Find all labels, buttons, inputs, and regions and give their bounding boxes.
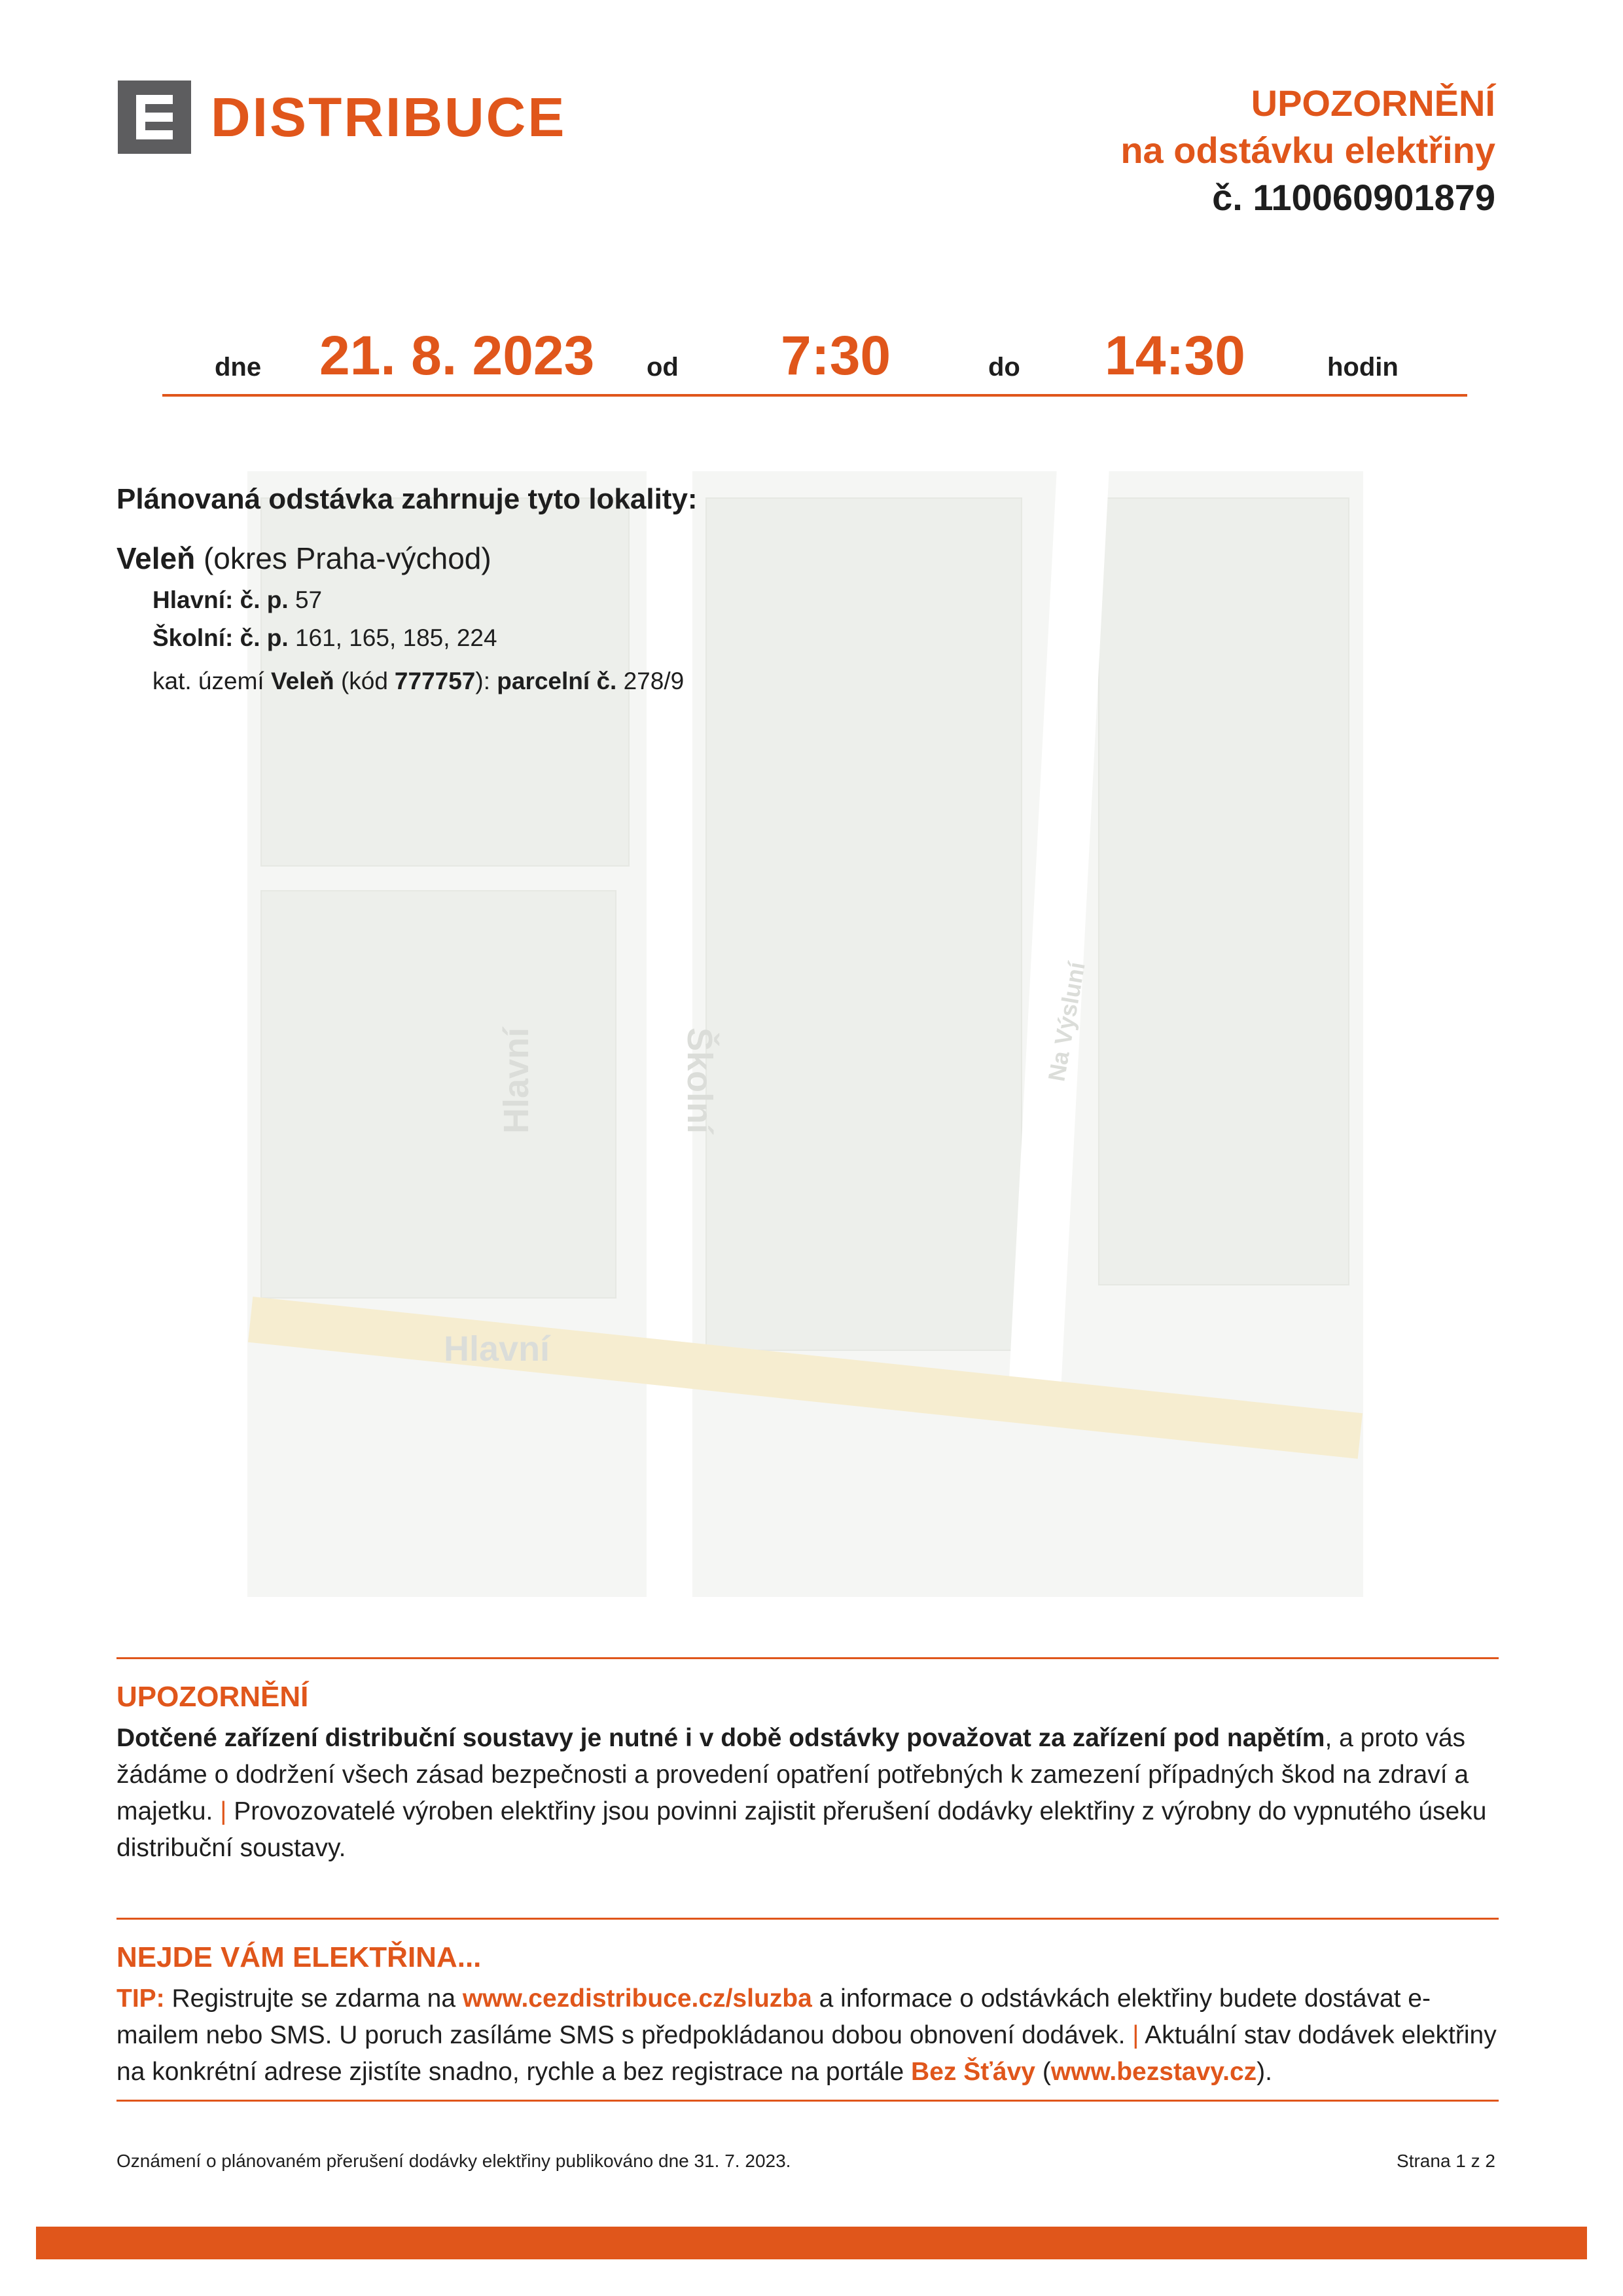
- parcel-label: parcelní č.: [497, 668, 617, 694]
- street-name: Školní:: [152, 624, 234, 651]
- logo-mark-icon: [118, 81, 191, 154]
- cadastre-name: Veleň: [270, 668, 334, 694]
- tip-label: TIP:: [116, 1984, 165, 2013]
- tip-section: [116, 1941, 1504, 2090]
- paren-open: (: [1042, 2058, 1051, 2086]
- separator: |: [220, 1797, 227, 1825]
- to-time: 14:30: [1105, 325, 1245, 386]
- tip-text: [116, 1981, 1504, 2090]
- notice-header: [1120, 80, 1495, 221]
- cadastre-prefix: kat. území: [152, 668, 264, 694]
- notice-title: UPOZORNĚNÍ: [1251, 82, 1495, 124]
- cp-label: č. p.: [240, 624, 289, 651]
- outage-date: 21. 8. 2023: [319, 325, 595, 386]
- section-divider: [116, 2100, 1499, 2102]
- from-time: 7:30: [781, 325, 891, 386]
- warning-bold-text: Dotčené zařízení distribuční soustavy je nutné i v době odstávky považovat za zařízení pod napětím: [116, 1724, 1325, 1752]
- schedule-divider: [162, 394, 1467, 397]
- separator: |: [1132, 2021, 1139, 2049]
- tip-title: NEJDE VÁM ELEKTŘINA...: [116, 1941, 482, 1973]
- town-line: [116, 541, 698, 576]
- cadastre-code-suffix: ):: [475, 668, 490, 694]
- warning-title: UPOZORNĚNÍ: [116, 1681, 309, 1713]
- page-number: Strana 1 z 2: [1397, 2151, 1495, 2171]
- cp-label: č. p.: [240, 586, 289, 613]
- district-name: (okres Praha-východ): [203, 541, 491, 575]
- house-numbers: 161, 165, 185, 224: [294, 624, 497, 651]
- house-numbers: 57: [294, 586, 323, 613]
- cadastre-code: 777757: [394, 668, 476, 694]
- logo-text: DISTRIBUCE: [211, 86, 567, 148]
- publication-note: Oznámení o plánovaném přerušení dodávky elektřiny publikováno dne 31. 7. 2023.: [116, 2151, 791, 2171]
- warning-text-2: Provozovatelé výroben elektřiny jsou povinni zajistit přerušení dodávky elektřiny z výrobny do vypnutého úseku distribuční soustavy.: [116, 1797, 1487, 1862]
- date-label: dne: [215, 353, 262, 382]
- portal-name: Bez Šťávy: [911, 2058, 1035, 2086]
- parcel-number: 278/9: [623, 668, 685, 694]
- street-line: [152, 586, 698, 614]
- section-divider: [116, 1657, 1499, 1659]
- to-label: do: [988, 353, 1020, 382]
- registration-link[interactable]: www.cezdistribuce.cz/sluzba: [462, 1984, 812, 2013]
- portal-link[interactable]: www.bezstavy.cz: [1050, 2058, 1257, 2086]
- map-street-label: Školní: [680, 1027, 720, 1134]
- warning-section: [116, 1681, 1504, 1867]
- warning-text: [116, 1720, 1504, 1867]
- cadastre-code-prefix: (kód: [340, 668, 388, 694]
- tip-text-1: Registrujte se zdarma na: [171, 1984, 456, 2013]
- paren-close: ).: [1257, 2058, 1272, 2086]
- localities-heading: Plánovaná odstávka zahrnuje tyto lokality:: [116, 483, 698, 515]
- town-name: Veleň: [116, 541, 196, 575]
- cadastre-line: [152, 668, 698, 695]
- section-divider: [116, 1918, 1499, 1920]
- from-label: od: [647, 353, 679, 382]
- footer-bar: [36, 2227, 1587, 2259]
- tip-text-2: a informace o odstávkách elektřiny budete dostávat e-mailem nebo SMS. U poruch zasíláme SMS s předpokládanou dobou obnovení dodávek.: [116, 1984, 1431, 2049]
- outage-schedule: [162, 327, 1467, 393]
- warning-text-1: , a proto vás žádáme o dodržení všech zásad bezpečnosti a provedení opatření potřebných k zamezení případných škod na zdraví a majetku.: [116, 1724, 1469, 1825]
- map-street-label: Hlavní: [444, 1329, 550, 1369]
- notice-subtitle: na odstávku elektřiny: [1120, 130, 1495, 171]
- localities-section: [116, 483, 698, 695]
- logo: [118, 81, 566, 154]
- notice-number: č. 110060901879: [1212, 177, 1495, 218]
- street-line: [152, 624, 698, 652]
- hours-label: hodin: [1327, 353, 1399, 382]
- street-name: Hlavní:: [152, 586, 234, 613]
- tip-text-3: Aktuální stav dodávek elektřiny na konkrétní adrese zjistíte snadno, rychle a bez registrace na portále: [116, 2021, 1497, 2086]
- map-street-label: Hlavní: [497, 1027, 537, 1134]
- map-street-label: Na Výsluní: [1043, 960, 1090, 1084]
